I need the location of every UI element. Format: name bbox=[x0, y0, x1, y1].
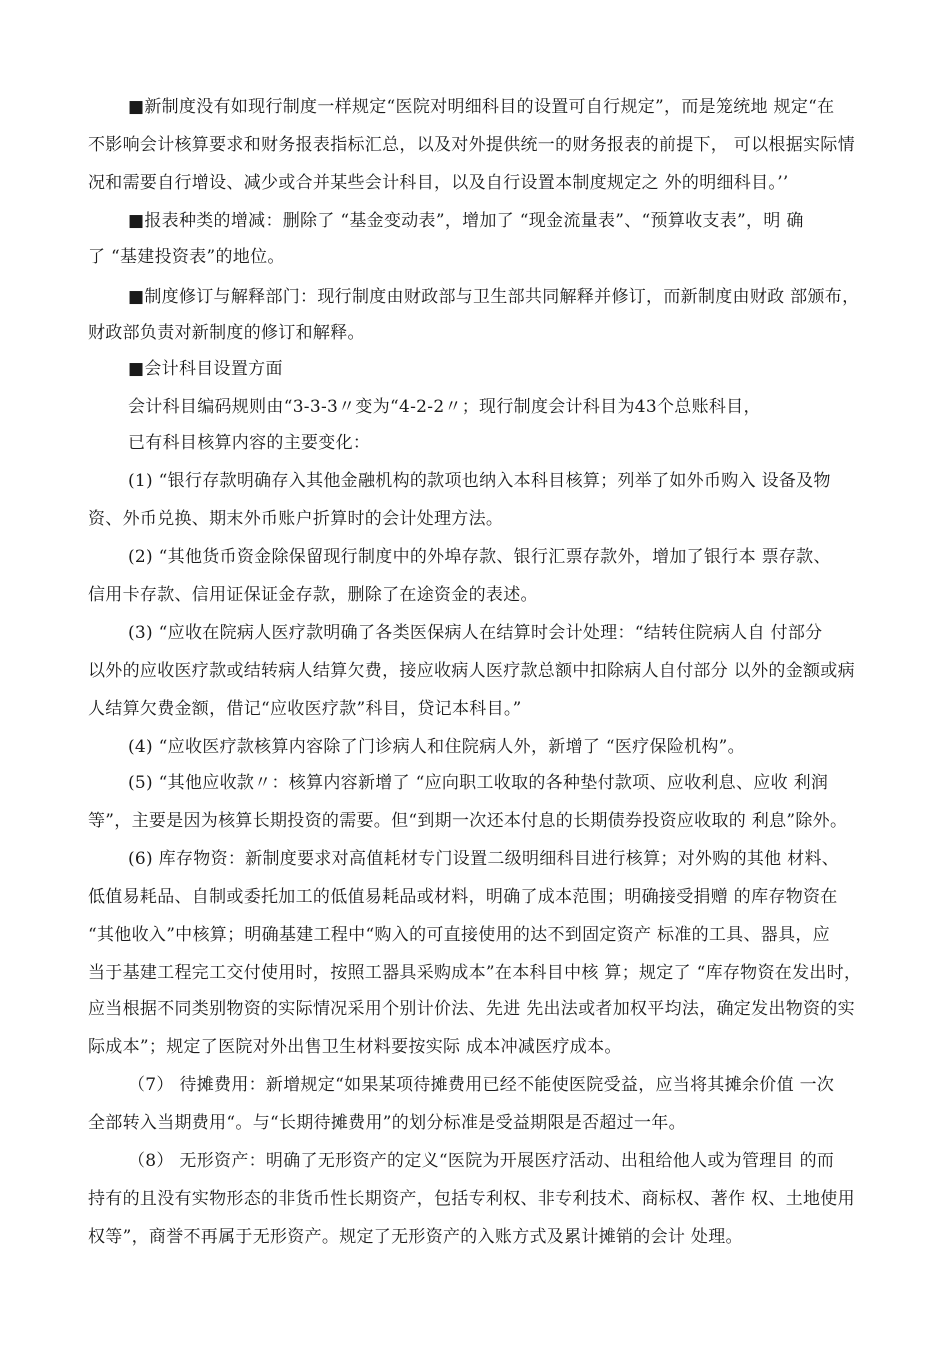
text-line: 低值易耗品、自制或委托加工的低值易耗品或材料，明确了成本范围；明确接受捐赠 的库存物资在 bbox=[88, 887, 838, 907]
text-line: 了 “基建投资表”的地位。 bbox=[88, 247, 285, 267]
text-line: 等”，主要是因为核算长期投资的需要。但“到期一次还本付息的长期债券投资应收取的 利息”除外。 bbox=[88, 811, 848, 831]
text-line: (3) “应收在院病人医疗款明确了各类医保病人在结算时会计处理：“结转住院病人自 付部分 bbox=[128, 623, 823, 643]
text-line: 财政部负责对新制度的修订和解释。 bbox=[88, 323, 365, 343]
text-line: 权等”，商誉不再属于无形资产。规定了无形资产的入账方式及累计摊销的会计 处理。 bbox=[88, 1227, 743, 1247]
text-line: 已有科目核算内容的主要变化： bbox=[128, 433, 371, 453]
text-line: 信用卡存款、信用证保证金存款，删除了在途资金的表述。 bbox=[88, 585, 538, 605]
text-line: ■报表种类的增减：删除了 “基金变动表”，增加了 “现金流量表”、“预算收支表”，明 确 bbox=[128, 211, 804, 231]
text-line: （8） 无形资产：明确了无形资产的定义“医院为开展医疗活动、出租给他人或为管理目 的而 bbox=[128, 1151, 835, 1171]
text-line: 当于基建工程完工交付使用时，按照工器具采购成本”在本科目中核 算；规定了 “库存物资在发出时， bbox=[88, 963, 862, 983]
text-line: 际成本”；规定了医院对外出售卫生材料要按实际 成本冲减医疗成本。 bbox=[88, 1037, 622, 1057]
text-line: 资、外币兑换、期末外币账户折算时的会计处理方法。 bbox=[88, 509, 504, 529]
text-line: 以外的应收医疗款或结转病人结算欠费，接应收病人医疗款总额中扣除病人自付部分 以外的金额或病 bbox=[88, 661, 855, 681]
text-line: ■制度修订与解释部门：现行制度由财政部与卫生部共同解释并修订，而新制度由财政 部颁布， bbox=[128, 287, 860, 307]
text-line: 全部转入当期费用“。与“长期待摊费用”的划分标准是受益期限是否超过一年。 bbox=[88, 1113, 686, 1133]
text-line: 况和需要自行增设、减少或合并某些会计科目，以及自行设置本制度规定之 外的明细科目。’’ bbox=[88, 173, 789, 193]
text-line: ■会计科目设置方面 bbox=[128, 359, 283, 379]
text-line: 人结算欠费金额，借记“应收医疗款”科目，贷记本科目。” bbox=[88, 699, 522, 719]
text-line: (6) 库存物资：新制度要求对高值耗材专门设置二级明细科目进行核算；对外购的其他 材料、 bbox=[128, 849, 840, 869]
text-line: (5) “其他应收款〃：核算内容新增了 “应向职工收取的各种垫付款项、应收利息、应收 利润 bbox=[128, 773, 829, 793]
text-line: 会计科目编码规则由“3-3-3〃变为“4-2-2〃；现行制度会计科目为43个总账科目， bbox=[128, 397, 761, 417]
text-line: 应当根据不同类别物资的实际情况采用个别计价法、先进 先出法或者加权平均法，确定发出物资的实 bbox=[88, 999, 855, 1019]
text-line: ■新制度没有如现行制度一样规定“医院对明细科目的设置可自行规定”，而是笼统地 规定“在 bbox=[128, 97, 835, 117]
text-line: （7） 待摊费用：新增规定“如果某项待摊费用已经不能使医院受益，应当将其摊余价值 一次 bbox=[128, 1075, 835, 1095]
text-line: (4) “应收医疗款核算内容除了门诊病人和住院病人外，新增了 “医疗保险机构”。 bbox=[128, 737, 745, 757]
text-line: 持有的且没有实物形态的非货币性长期资产，包括专利权、非专利技术、商标权、著作 权、土地使用 bbox=[88, 1189, 855, 1209]
text-line: “其他收入”中核算；明确基建工程中“购入的可直接使用的达不到固定资产 标准的工具、器具，应 bbox=[88, 925, 830, 945]
text-line: (2) “其他货币资金除保留现行制度中的外埠存款、银行汇票存款外，增加了银行本 票存款、 bbox=[128, 547, 831, 567]
text-line: (1) “银行存款明确存入其他金融机构的款项也纳入本科目核算；列举了如外币购入 设备及物 bbox=[128, 471, 831, 491]
text-line: 不影响会计核算要求和财务报表指标汇总，以及对外提供统一的财务报表的前提下， 可以根据实际情 bbox=[88, 135, 855, 155]
